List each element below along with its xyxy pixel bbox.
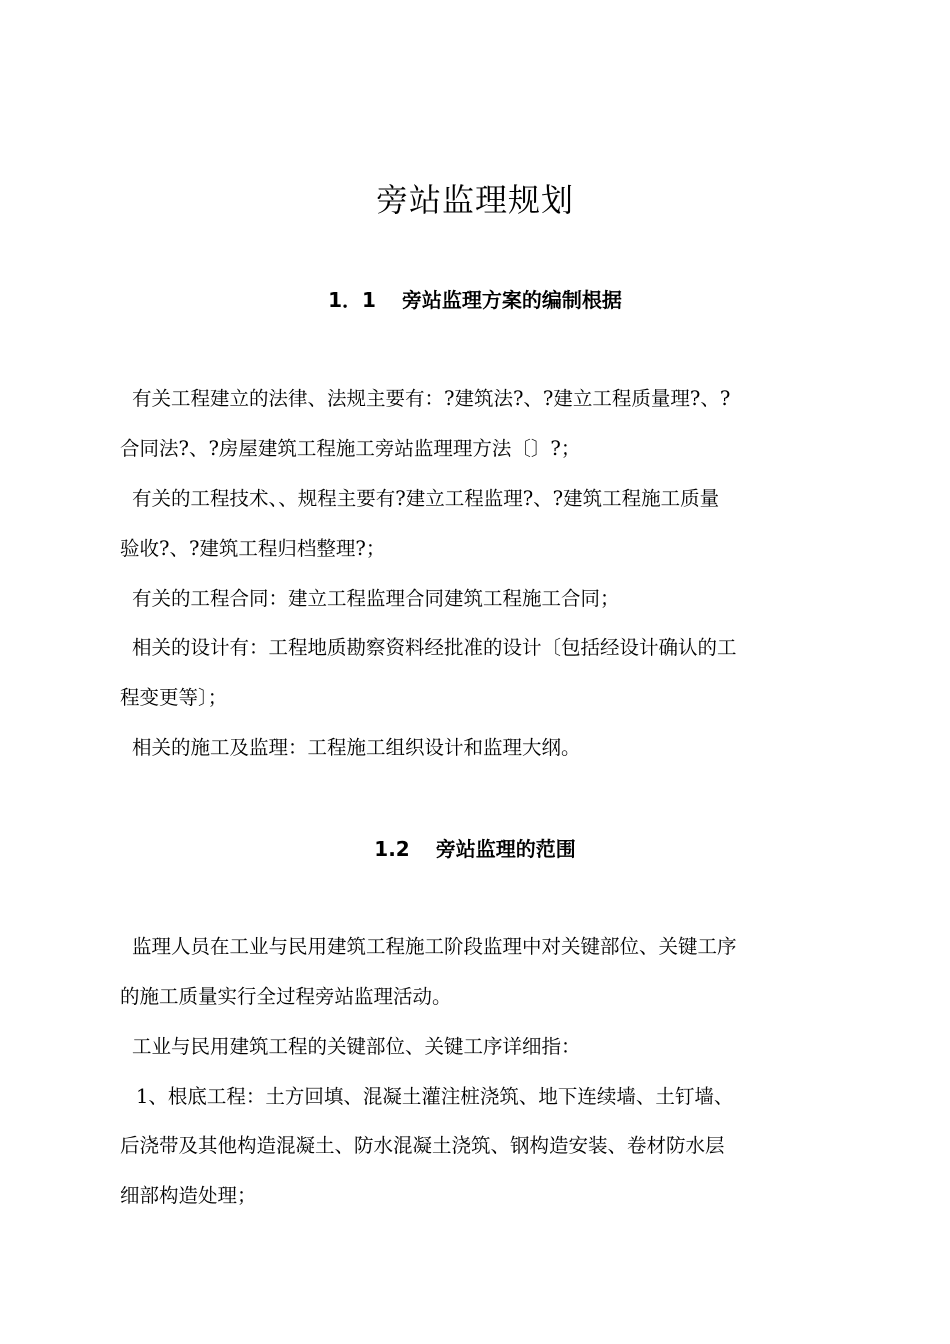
section-1-number: 1．1 — [328, 288, 376, 312]
paragraph-line: 监理人员在工业与民用建筑工程施工阶段监理中对关键部位、关键工序 — [132, 935, 737, 958]
section-2-number: 1.2 — [374, 837, 410, 861]
section-2-heading — [0, 834, 950, 864]
section-2-title: 旁站监理的范围 — [435, 837, 576, 861]
paragraph-line: 相关的施工及监理：工程施工组织设计和监理大纲。 — [132, 736, 581, 759]
paragraph-line: 合同法?、?房屋建筑工程施工旁站监理理方法〔〕?； — [120, 437, 581, 460]
paragraph-line: 程变更等〕； — [120, 686, 228, 709]
paragraph-line: 工业与民用建筑工程的关键部位、关键工序详细指： — [132, 1035, 581, 1058]
section-1-title: 旁站监理方案的编制根据 — [401, 288, 622, 312]
paragraph-line: 后浇带及其他构造混凝土、防水混凝土浇筑、钢构造安装、卷材防水层 — [120, 1134, 725, 1157]
paragraph-line: 细部构造处理； — [120, 1184, 257, 1207]
paragraph-line: 验收?、?建筑工程归档整理?； — [120, 537, 386, 560]
paragraph-line: 1、根底工程：土方回填、混凝土灌注桩浇筑、地下连续墙、土钉墙、 — [136, 1085, 734, 1108]
section-1-heading — [0, 285, 950, 315]
paragraph-line: 相关的设计有：工程地质勘察资料经批准的设计〔包括经设计确认的工 — [132, 636, 737, 659]
document-title: 旁站监理规划 — [375, 181, 574, 219]
paragraph-line: 有关的工程合同：建立工程监理合同建筑工程施工合同； — [132, 587, 620, 610]
paragraph-line: 有关工程建立的法律、法规主要有：?建筑法?、?建立工程质量理?、? — [132, 387, 731, 410]
paragraph-line: 有关的工程技术、、规程主要有?建立工程监理?、?建筑工程施工质量 — [132, 487, 720, 510]
paragraph-line: 的施工质量实行全过程旁站监理活动。 — [120, 985, 452, 1008]
